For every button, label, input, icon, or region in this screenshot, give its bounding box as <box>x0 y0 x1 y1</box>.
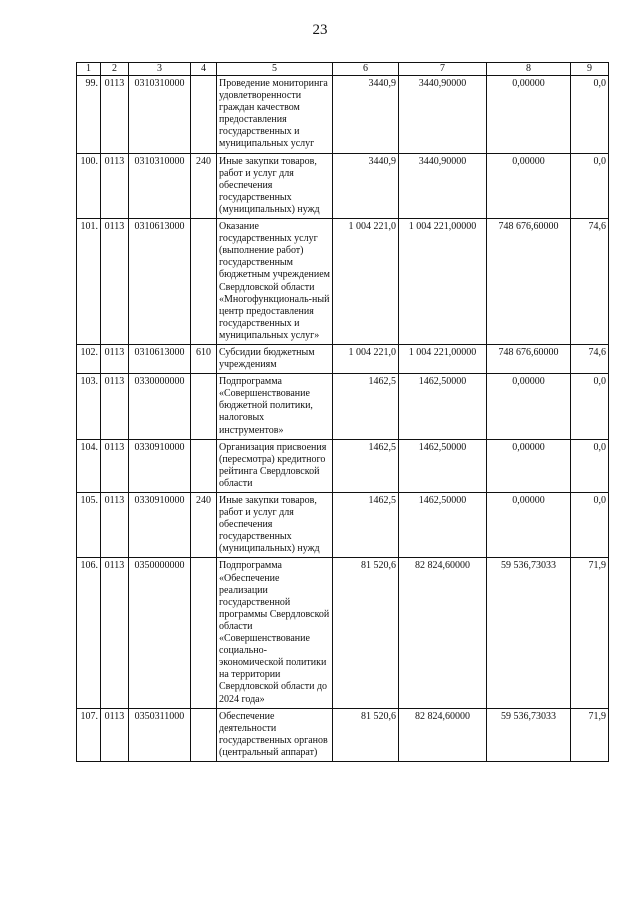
cell-name: Субсидии бюджетным учреждениям <box>217 344 333 373</box>
column-header: 1 <box>77 63 101 76</box>
cell-v7: 1462,50000 <box>399 493 487 558</box>
cell-code: 0113 <box>101 558 129 708</box>
table-row <box>77 374 609 439</box>
cell-v7: 82 824,60000 <box>399 708 487 761</box>
column-header: 2 <box>101 63 129 76</box>
cell-v8: 748 676,60000 <box>487 219 571 345</box>
cell-v9: 0,0 <box>571 374 609 439</box>
cell-name: Организация присвоения (пересмотра) кредитного рейтинга Свердловской области <box>217 439 333 492</box>
cell-csr: 0310310000 <box>129 76 191 154</box>
table-row <box>77 493 609 558</box>
cell-v6: 81 520,6 <box>333 708 399 761</box>
cell-v9: 0,0 <box>571 493 609 558</box>
cell-code: 0113 <box>101 493 129 558</box>
cell-vr: 240 <box>191 493 217 558</box>
cell-v6: 81 520,6 <box>333 558 399 708</box>
column-header: 4 <box>191 63 217 76</box>
cell-csr: 0330910000 <box>129 493 191 558</box>
table-row <box>77 708 609 761</box>
cell-num: 107. <box>77 708 101 761</box>
cell-code: 0113 <box>101 374 129 439</box>
cell-vr <box>191 374 217 439</box>
cell-v7: 3440,90000 <box>399 76 487 154</box>
cell-v9: 71,9 <box>571 558 609 708</box>
cell-name: Иные закупки товаров, работ и услуг для обеспечения государственных (муниципальных) нужд <box>217 493 333 558</box>
cell-num: 100. <box>77 153 101 218</box>
table-row <box>77 439 609 492</box>
cell-v8: 0,00000 <box>487 439 571 492</box>
cell-code: 0113 <box>101 708 129 761</box>
cell-vr <box>191 76 217 154</box>
table-body <box>77 63 609 762</box>
cell-csr: 0310613000 <box>129 219 191 345</box>
column-header: 8 <box>487 63 571 76</box>
cell-v8: 0,00000 <box>487 374 571 439</box>
table-row <box>77 558 609 708</box>
cell-num: 102. <box>77 344 101 373</box>
column-header: 6 <box>333 63 399 76</box>
cell-v9: 71,9 <box>571 708 609 761</box>
cell-v6: 3440,9 <box>333 76 399 154</box>
cell-name: Оказание государственных услуг (выполнение работ) государственным бюджетным учреждением Свердловской области «Многофункциональ-ный центр предоставления государственных и муниципальных услуг» <box>217 219 333 345</box>
cell-v6: 1462,5 <box>333 374 399 439</box>
cell-v8: 0,00000 <box>487 493 571 558</box>
cell-num: 101. <box>77 219 101 345</box>
cell-v6: 1462,5 <box>333 493 399 558</box>
cell-vr <box>191 219 217 345</box>
cell-v6: 3440,9 <box>333 153 399 218</box>
cell-csr: 0350311000 <box>129 708 191 761</box>
cell-v9: 0,0 <box>571 153 609 218</box>
cell-v9: 0,0 <box>571 439 609 492</box>
budget-table <box>76 62 609 762</box>
cell-num: 104. <box>77 439 101 492</box>
cell-v6: 1462,5 <box>333 439 399 492</box>
cell-vr <box>191 439 217 492</box>
cell-v8: 748 676,60000 <box>487 344 571 373</box>
column-header: 9 <box>571 63 609 76</box>
table-row <box>77 153 609 218</box>
cell-csr: 0350000000 <box>129 558 191 708</box>
cell-v8: 59 536,73033 <box>487 708 571 761</box>
cell-code: 0113 <box>101 439 129 492</box>
cell-vr: 610 <box>191 344 217 373</box>
cell-vr: 240 <box>191 153 217 218</box>
cell-code: 0113 <box>101 76 129 154</box>
cell-csr: 0310310000 <box>129 153 191 218</box>
cell-v6: 1 004 221,0 <box>333 219 399 345</box>
cell-v8: 59 536,73033 <box>487 558 571 708</box>
cell-v6: 1 004 221,0 <box>333 344 399 373</box>
cell-v8: 0,00000 <box>487 153 571 218</box>
column-header: 3 <box>129 63 191 76</box>
cell-code: 0113 <box>101 344 129 373</box>
cell-v7: 82 824,60000 <box>399 558 487 708</box>
column-header: 5 <box>217 63 333 76</box>
page-number: 23 <box>312 22 328 38</box>
cell-v7: 1 004 221,00000 <box>399 219 487 345</box>
cell-code: 0113 <box>101 153 129 218</box>
cell-name: Иные закупки товаров, работ и услуг для обеспечения государственных (муниципальных) нужд <box>217 153 333 218</box>
cell-num: 103. <box>77 374 101 439</box>
cell-v7: 1 004 221,00000 <box>399 344 487 373</box>
cell-vr <box>191 708 217 761</box>
cell-num: 99. <box>77 76 101 154</box>
cell-num: 106. <box>77 558 101 708</box>
table-row <box>77 76 609 154</box>
cell-v8: 0,00000 <box>487 76 571 154</box>
cell-name: Проведение мониторинга удовлетворенности граждан качеством предоставления государственных и муниципальных услуг <box>217 76 333 154</box>
cell-csr: 0310613000 <box>129 344 191 373</box>
cell-vr <box>191 558 217 708</box>
table-row <box>77 219 609 345</box>
cell-v7: 1462,50000 <box>399 439 487 492</box>
column-header: 7 <box>399 63 487 76</box>
table-row <box>77 344 609 373</box>
cell-name: Подпрограмма «Совершенствование бюджетной политики, налоговых инструментов» <box>217 374 333 439</box>
cell-csr: 0330910000 <box>129 439 191 492</box>
cell-num: 105. <box>77 493 101 558</box>
cell-v9: 0,0 <box>571 76 609 154</box>
cell-name: Подпрограмма «Обеспечение реализации государственной программы Свердловской области «Совершенствование социально-экономической политики на территории Свердловской области до 2024 года» <box>217 558 333 708</box>
cell-name: Обеспечение деятельности государственных органов (центральный аппарат) <box>217 708 333 761</box>
cell-v9: 74,6 <box>571 219 609 345</box>
cell-csr: 0330000000 <box>129 374 191 439</box>
cell-v9: 74,6 <box>571 344 609 373</box>
cell-v7: 3440,90000 <box>399 153 487 218</box>
cell-code: 0113 <box>101 219 129 345</box>
cell-v7: 1462,50000 <box>399 374 487 439</box>
header-row <box>77 63 609 76</box>
